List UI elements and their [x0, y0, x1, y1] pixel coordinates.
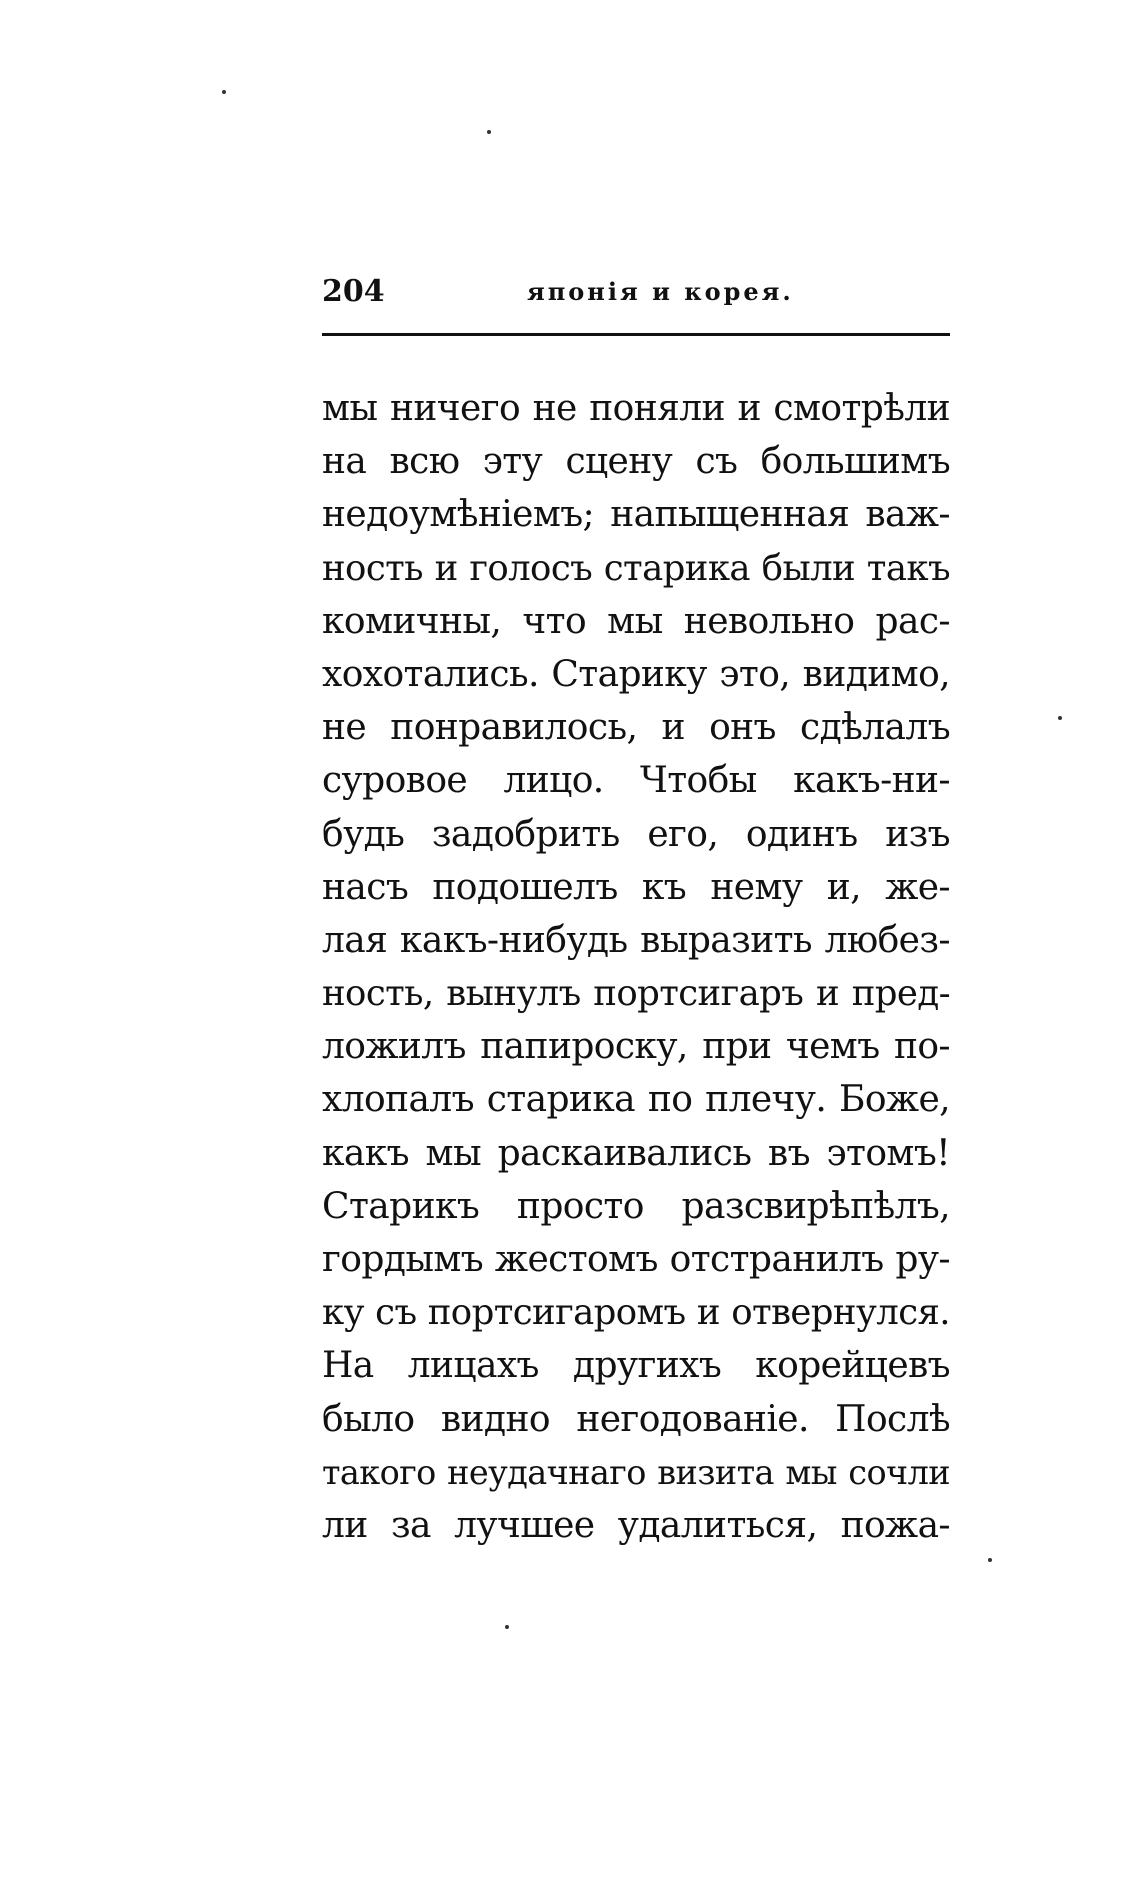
text-line: суровое лицо. Чтобы какъ-ни-	[322, 760, 950, 802]
text-line: ложилъ папироску, при чемъ по-	[322, 1026, 950, 1068]
header-rule	[322, 333, 950, 336]
page-number: 204	[322, 274, 385, 309]
text-line: хохотались. Старику это, видимо,	[322, 653, 950, 695]
text-line: комичны, что мы невольно рас-	[322, 600, 950, 642]
text-line: ность, вынулъ портсигаръ и пред-	[322, 973, 950, 1015]
scan-speck	[1058, 716, 1062, 720]
text-line: на всю эту сцену съ большимъ	[322, 441, 950, 483]
text-line: ку съ портсигаромъ и отвернулся.	[322, 1292, 950, 1334]
text-line: лая какъ-нибудь выразить любез-	[322, 919, 950, 961]
text-line: не понравилось, и онъ сдѣлалъ	[322, 707, 950, 749]
scan-speck	[988, 1558, 992, 1562]
scan-speck	[505, 1625, 509, 1629]
text-line: хлопалъ старика по плечу. Боже,	[322, 1079, 950, 1121]
body-text	[322, 382, 950, 1552]
text-line: мы ничего не поняли и смотрѣли	[322, 388, 950, 429]
text-line: ли за лучшее удалиться, пожа-	[322, 1504, 950, 1546]
text-line: будь задобрить его, одинъ изъ	[322, 813, 950, 855]
scan-speck	[222, 90, 226, 94]
running-title: японія и корея.	[527, 277, 794, 306]
text-line: насъ подошелъ къ нему и, же-	[322, 866, 950, 908]
page-header	[322, 272, 950, 312]
text-line: Старикъ просто разсвирѣпѣлъ,	[322, 1185, 950, 1227]
text-line: такого неудачнаго визита мы сочли	[322, 1452, 950, 1492]
scan-speck	[487, 130, 491, 134]
text-line: ность и голосъ старика были такъ	[322, 547, 950, 589]
text-line: было видно негодованіе. Послѣ	[322, 1398, 950, 1440]
text-line: недоумѣніемъ; напыщенная важ-	[322, 494, 950, 536]
text-line: На лицахъ другихъ корейцевъ	[322, 1345, 950, 1387]
text-line: гордымъ жестомъ отстранилъ ру-	[322, 1239, 950, 1280]
text-line: какъ мы раскаивались въ этомъ!	[322, 1132, 950, 1174]
